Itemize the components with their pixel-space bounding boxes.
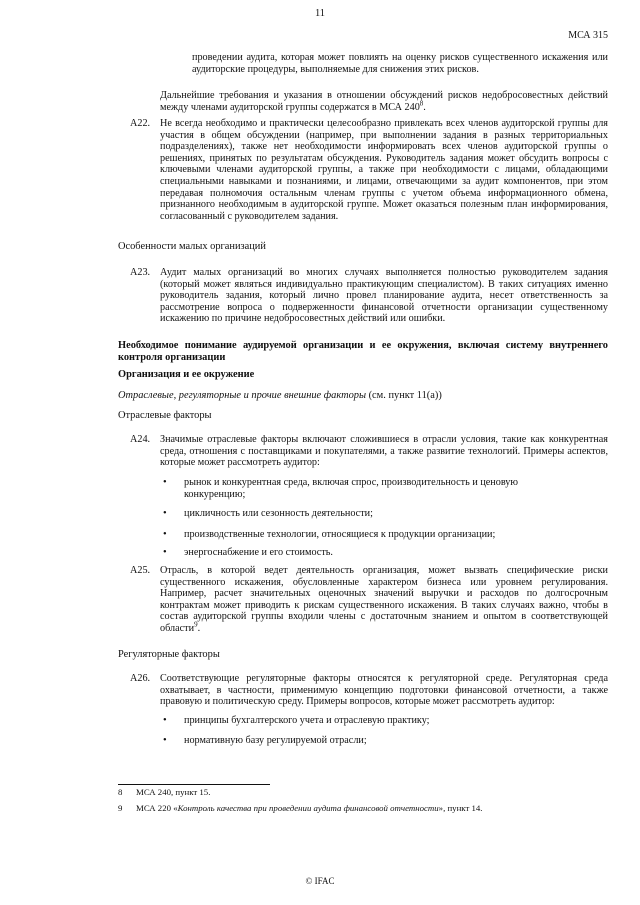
paragraph-number-a22: A22.	[130, 118, 151, 129]
small-entities-heading: Особенности малых организаций	[118, 241, 266, 252]
bullet-a24-2: •	[163, 508, 167, 519]
footnote-ref-8: 8	[419, 99, 424, 108]
footnote-ref-9: 9	[194, 620, 198, 629]
list-item-a24-1: рынок и конкурентная среда, включая спрос, производительность и ценовую конкуренцию;	[184, 477, 519, 500]
list-item-a26-1: принципы бухгалтерского учета и отраслевую практику;	[184, 715, 430, 726]
bullet-a26-1: •	[163, 715, 167, 726]
footnote-9	[136, 803, 616, 814]
paragraph-a25-end: .	[197, 622, 201, 634]
list-item-a26-2: нормативную базу регулируемой отрасли;	[184, 735, 367, 746]
paragraph-a26: Соответствующие регуляторные факторы относятся к регуляторной среде. Регуляторная среда охватывает, в частности, применимую концепцию подготовки финансовой отчетности, а также правовую и политическую среду. Примеры вопросов, которые может рассмотреть аудитор:	[160, 673, 608, 708]
paragraph-a25-text: Отрасль, в которой ведет деятельность организация, может вызвать специфические риски существенного искажения, обусловленные характером бизнеса или уровнем регулирования. Например, расчет значительных оценочных значений выручки и расходов по долгосрочным контрактам может приводить к рискам существенного искажения. В таких случаях важно, чтобы в состав аудиторской группы входили члены с достаточным знанием и опытом в соответствующей области	[160, 565, 608, 634]
page-footer: © IFAC	[305, 876, 335, 886]
further-requirements-paragraph	[160, 90, 608, 113]
further-requirements-end: .	[423, 101, 426, 113]
paragraph-number-a24: A24.	[130, 434, 151, 445]
bullet-a24-1: •	[163, 477, 167, 488]
paragraph-a25	[160, 565, 608, 635]
footnote-separator	[118, 784, 270, 785]
paragraph-number-a23: A23.	[130, 267, 151, 278]
bullet-a24-4: •	[163, 547, 167, 558]
section-heading: Необходимое понимание аудируемой организации и ее окружения, включая систему внутреннего контроля организации	[118, 340, 608, 363]
organization-environment-heading: Организация и ее окружение	[118, 369, 255, 380]
external-factors-reference: (см. пункт 11(a))	[366, 390, 442, 401]
list-item-a24-4: энергоснабжение и его стоимость.	[184, 547, 333, 558]
external-factors-heading	[118, 390, 442, 402]
list-item-a24-2: цикличность или сезонность деятельности;	[184, 508, 373, 519]
footnote-9-start: МСА 220 «	[136, 803, 178, 813]
footnote-mark-8: 8	[118, 787, 123, 797]
footnote-9-title: Контроль качества при проведении аудита финансовой отчетности	[177, 803, 439, 813]
continued-paragraph: проведении аудита, которая может повлиять на оценку рисков существенного искажения или аудиторские процедуры, выполняемые для снижения этих рисков.	[192, 52, 608, 75]
bullet-a26-2: •	[163, 735, 167, 746]
external-factors-title: Отраслевые, регуляторные и прочие внешние факторы	[118, 390, 366, 401]
page-number: 11	[314, 8, 326, 19]
paragraph-number-a25: A25.	[130, 565, 151, 576]
paragraph-a24: Значимые отраслевые факторы включают сложившиеся в отрасли условия, такие как конкурентная среда, отношения с поставщиками и покупателями, а также развитие технологий. Примеры аспектов, которые может рассмотреть аудитор:	[160, 434, 608, 469]
industry-factors-heading: Отраслевые факторы	[118, 410, 212, 421]
footnote-8: МСА 240, пункт 15.	[136, 787, 211, 797]
paragraph-a22: Не всегда необходимо и практически целесообразно привлекать всех членов аудиторской группы для участия в общем обсуждении (например, при выполнении задания в разных территориальных подразделениях), также нет необходимости информировать всех членов аудиторской группы о решениях, принятых по результатам обсуждения. Руководитель задания может обсудить вопросы с ключевыми членами аудиторской группы, а также при необходимости с лицами, обладающими специальными навыками и познаниями, и лицами, отвечающими за аудит компонентов, при этом передавая полномочия остальным членам группы с учетом объема информационного обмена, признанного необходимым в аудиторской группе. Может оказаться полезным план информирования, согласованный с руководителем задания.	[160, 118, 608, 222]
regulatory-factors-heading: Регуляторные факторы	[118, 649, 220, 660]
document-id: МСА 315	[568, 30, 608, 41]
footnote-9-end: », пункт 14.	[438, 803, 483, 813]
list-item-a24-3: производственные технологии, относящиеся к продукции организации;	[184, 529, 496, 540]
bullet-a24-3: •	[163, 529, 167, 540]
paragraph-number-a26: A26.	[130, 673, 151, 684]
footnote-mark-9: 9	[118, 803, 123, 813]
further-requirements-text: Дальнейшие требования и указания в отношении обсуждений рисков недобросовестных действий между членами аудиторской группы содержатся в МСА 240	[160, 90, 608, 113]
paragraph-a23: Аудит малых организаций во многих случаях выполняется полностью руководителем задания (который может являться индивидуально практикующим специалистом). В таких ситуациях именно руководитель задания, который лично провел планирование аудита, несет ответственность за рассмотрение вопроса о подверженности финансовой отчетности организации существенному искажению по причине недобросовестных действий или ошибки.	[160, 267, 608, 325]
